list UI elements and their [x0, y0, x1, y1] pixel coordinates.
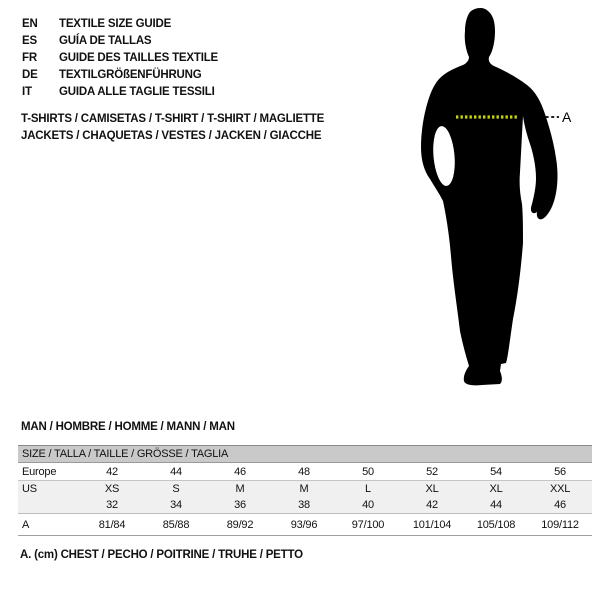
language-code: FR: [22, 51, 37, 64]
size-cell: 85/88: [144, 514, 208, 536]
size-cell: XXL: [528, 481, 592, 498]
size-cell: M: [208, 481, 272, 498]
language-guide-title: GUIDA ALLE TAGLIE TESSILI: [59, 85, 215, 98]
language-code: EN: [22, 18, 38, 31]
size-cell: 44: [464, 497, 528, 514]
size-cell: 89/92: [208, 514, 272, 536]
table-row: [18, 463, 592, 481]
language-code: DE: [22, 68, 38, 81]
language-code: IT: [22, 85, 32, 98]
category-line: T-SHIRTS / CAMISETAS / T-SHIRT / T-SHIRT / MAGLIETTE: [21, 112, 325, 125]
size-cell: 56: [528, 463, 592, 481]
size-cell: XS: [80, 481, 144, 498]
table-row: [18, 514, 592, 536]
language-row: [22, 16, 218, 33]
size-cell: 34: [144, 497, 208, 514]
size-cell: 52: [400, 463, 464, 481]
language-guide-title: GUÍA DE TALLAS: [59, 35, 152, 48]
language-guide-title: GUIDE DES TAILLES TEXTILE: [59, 51, 218, 64]
size-cell: 97/100: [336, 514, 400, 536]
size-cell: L: [336, 481, 400, 498]
size-cell: 81/84: [80, 514, 144, 536]
size-cell: 109/112: [528, 514, 592, 536]
language-row: [22, 66, 218, 83]
man-silhouette: [421, 8, 558, 385]
size-cell: 46: [208, 463, 272, 481]
language-title-list: [22, 16, 218, 100]
size-cell: 101/104: [400, 514, 464, 536]
size-cell: 36: [208, 497, 272, 514]
size-table-body: [18, 463, 592, 536]
man-silhouette-figure: [390, 0, 600, 400]
size-cell: 44: [144, 463, 208, 481]
language-guide-title: TEXTILGRÖßENFÜHRUNG: [59, 68, 202, 81]
size-cell: 32: [80, 497, 144, 514]
language-row: [22, 83, 218, 100]
size-table: [18, 445, 592, 536]
language-code: ES: [22, 35, 37, 48]
size-cell: 38: [272, 497, 336, 514]
size-cell: 42: [400, 497, 464, 514]
measurement-footnote: A. (cm) CHEST / PECHO / POITRINE / TRUHE / PETTO: [20, 549, 303, 561]
table-header-row: [18, 446, 592, 463]
category-list: [21, 110, 324, 144]
language-row: [22, 33, 218, 50]
size-cell: 46: [528, 497, 592, 514]
row-label: US: [18, 481, 80, 498]
size-cell: 40: [336, 497, 400, 514]
table-row: [18, 481, 592, 498]
category-line: JACKETS / CHAQUETAS / VESTES / JACKEN / GIACCHE: [21, 129, 322, 142]
table-header-label: SIZE / TALLA / TAILLE / GRÖSSE / TAGLIA: [18, 446, 592, 463]
language-guide-title: TEXTILE SIZE GUIDE: [59, 18, 172, 31]
size-cell: M: [272, 481, 336, 498]
table-row: [18, 497, 592, 514]
size-cell: XL: [464, 481, 528, 498]
size-cell: 54: [464, 463, 528, 481]
size-cell: 48: [272, 463, 336, 481]
row-label: Europe: [18, 463, 80, 481]
language-row: [22, 50, 218, 67]
size-cell: S: [144, 481, 208, 498]
size-cell: 93/96: [272, 514, 336, 536]
measure-label: A: [562, 109, 572, 125]
size-cell: XL: [400, 481, 464, 498]
size-cell: 50: [336, 463, 400, 481]
row-label: [18, 497, 80, 514]
size-cell: 105/108: [464, 514, 528, 536]
row-label: A: [18, 514, 80, 536]
size-cell: 42: [80, 463, 144, 481]
section-title: MAN / HOMBRE / HOMME / MANN / MAN: [21, 421, 235, 433]
